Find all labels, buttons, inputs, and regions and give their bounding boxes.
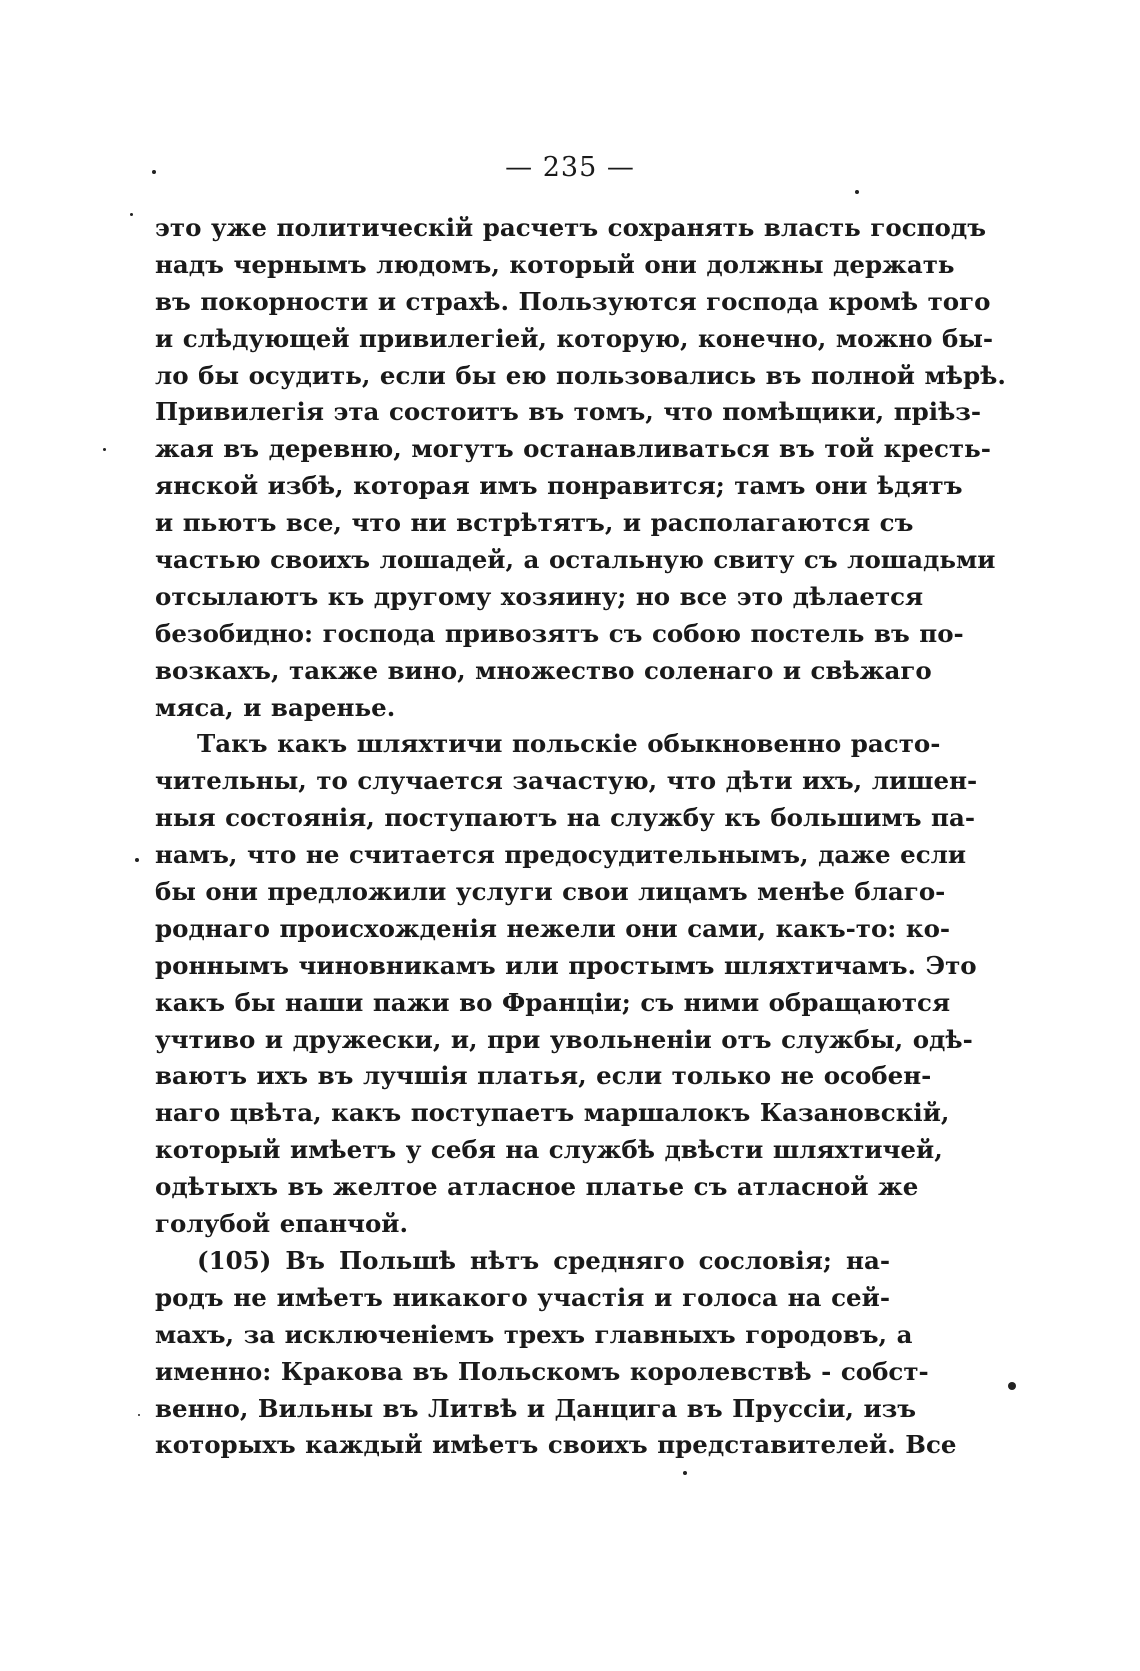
text-line: роннымъ чиновникамъ или простымъ шляхтичамъ. Это (155, 950, 977, 980)
paragraph-1 (155, 210, 1006, 726)
text-line: ло бы осудить, если бы ею пользовались въ полной мѣрѣ. (155, 360, 1006, 390)
text-line: возкахъ, также вино, множество соленаго и свѣжаго (155, 655, 932, 685)
text-line: учтиво и дружески, и, при увольненіи отъ службы, одѣ- (155, 1024, 973, 1054)
paragraph-2 (155, 726, 978, 1242)
text-line: намъ, что не считается предосудительнымъ, даже если (155, 840, 967, 870)
text-line: надъ чернымъ людомъ, который они должны держать (155, 249, 955, 279)
text-line: Такъ какъ шляхтичи польскіе обыкновенно расто- (197, 729, 941, 759)
page-number: — 235 — (505, 152, 635, 183)
text-line: (105) Въ Польшѣ нѣтъ средняго сословія; на- (197, 1245, 890, 1275)
text-line: роднаго происхожденія нежели они сами, какъ-то: ко- (155, 913, 951, 943)
text-line: Привилегія эта состоитъ въ томъ, что помѣщики, пріѣз- (155, 397, 982, 427)
scan-speck (1008, 1382, 1016, 1390)
text-line: которыхъ каждый имѣетъ своихъ представителей. Все (155, 1430, 957, 1460)
text-line: частью своихъ лошадей, а остальную свиту съ лошадьми (155, 545, 996, 575)
text-line: отсылаютъ къ другому хозяину; но все это дѣлается (155, 581, 924, 611)
scan-speck (683, 1471, 687, 1475)
body-text (155, 210, 1006, 1464)
text-line: безобидно: господа привозятъ съ собою постель въ по- (155, 618, 964, 648)
text-line: какъ бы наши пажи во Франціи; съ ними обращаются (155, 987, 951, 1017)
text-line: ваютъ ихъ въ лучшія платья, если только не особен- (155, 1061, 932, 1091)
scan-speck (130, 213, 133, 216)
text-line: бы они предложили услуги свои лицамъ менѣе благо- (155, 877, 946, 907)
text-line: наго цвѣта, какъ поступаетъ маршалокъ Казановскій, (155, 1098, 950, 1128)
text-line: чительны, то случается зачастую, что дѣти ихъ, лишен- (155, 766, 978, 796)
text-line: и слѣдующей привилегіей, которую, конечно, можно бы- (155, 323, 994, 353)
text-line: въ покорности и страхѣ. Пользуются господа кромѣ того (155, 286, 991, 316)
text-line: махъ, за исключеніемъ трехъ главныхъ городовъ, а (155, 1319, 913, 1349)
scan-speck (152, 170, 156, 174)
text-line: родъ не имѣетъ никакого участія и голоса на сей- (155, 1282, 890, 1312)
text-line: янской избѣ, которая имъ понравится; тамъ они ѣдятъ (155, 471, 963, 501)
scan-speck (855, 190, 859, 194)
text-line: который имѣетъ у себя на службѣ двѣсти шляхтичей, (155, 1135, 943, 1165)
text-line: венно, Вильны въ Литвѣ и Данцига въ Пруссіи, изъ (155, 1393, 917, 1423)
scan-speck (138, 1414, 140, 1416)
scan-speck (103, 448, 106, 451)
text-line: ныя состоянія, поступаютъ на службу къ большимъ па- (155, 803, 975, 833)
paragraph-3 (155, 1243, 957, 1464)
text-line: голубой епанчой. (155, 1209, 408, 1239)
text-line: одѣтыхъ въ желтое атласное платье съ атласной же (155, 1172, 919, 1202)
text-line: жая въ деревню, могутъ останавливаться въ той кресть- (155, 434, 991, 464)
text-line: мяса, и варенье. (155, 692, 396, 722)
scan-speck (135, 858, 139, 862)
text-line: это уже политическій расчетъ сохранять власть господъ (155, 213, 987, 242)
text-line: именно: Кракова въ Польскомъ королевствѣ - собст- (155, 1356, 929, 1386)
text-line: и пьютъ все, что ни встрѣтятъ, и располагаются съ (155, 508, 914, 538)
